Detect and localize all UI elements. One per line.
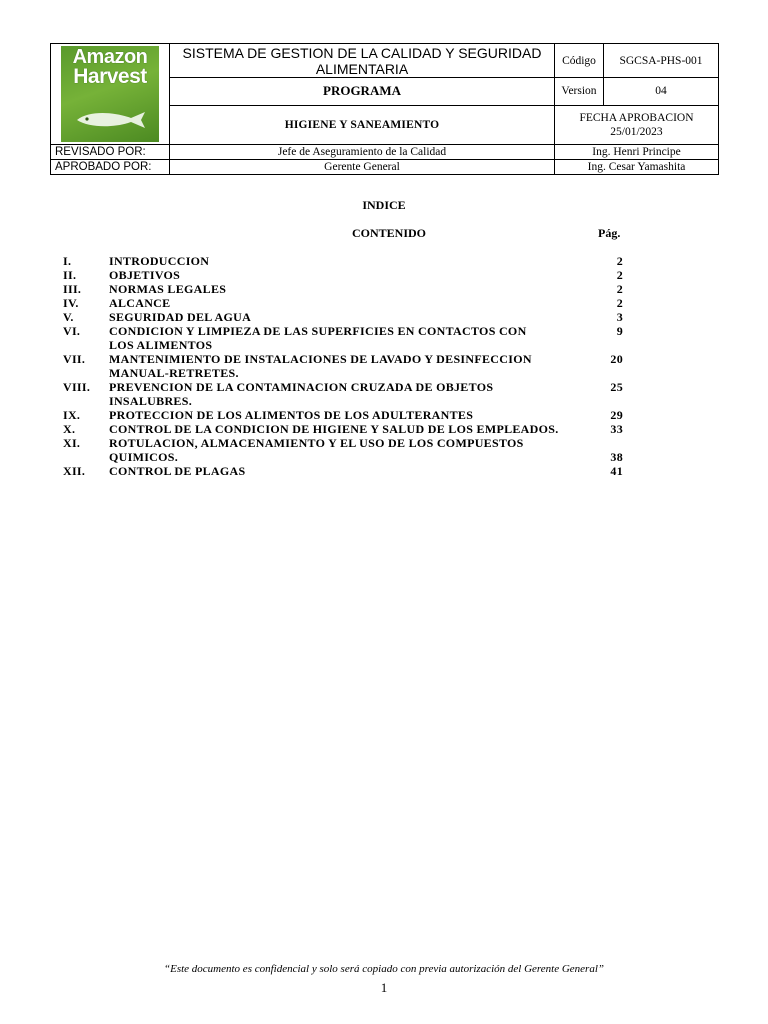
revisado-name: Ing. Henri Principe (555, 145, 719, 160)
toc-item-number: VIII. (63, 380, 91, 394)
toc-item-text: CONTROL DE LA CONDICION DE HIGIENE Y SALUD DE LOS EMPLEADOS. (109, 422, 559, 436)
toc-item-text: NORMAS LEGALES (109, 282, 227, 296)
logo-text-line2: Harvest (73, 65, 147, 88)
toc-item-text: CONDICION Y LIMPIEZA DE LAS SUPERFICIES EN CONTACTOS CON LOS ALIMENTOS (109, 324, 527, 352)
toc-item[interactable] (63, 268, 643, 282)
toc-item-page: 9 (616, 324, 623, 338)
system-title: SISTEMA DE GESTION DE LA CALIDAD Y SEGURIDAD ALIMENTARIA (170, 44, 555, 78)
fecha-label: FECHA APROBACION (579, 111, 694, 124)
document-title: HIGIENE Y SANEAMIENTO (170, 105, 555, 144)
toc-item[interactable] (63, 436, 643, 464)
revisado-role: Jefe de Aseguramiento de la Calidad (170, 145, 555, 160)
toc-item[interactable] (63, 324, 643, 352)
toc-item[interactable] (63, 408, 643, 422)
aprobado-name: Ing. Cesar Yamashita (555, 160, 719, 175)
toc-item-page: 29 (610, 408, 623, 422)
toc-item-number: VII. (63, 352, 86, 366)
toc-item[interactable] (63, 310, 643, 324)
toc-item[interactable] (63, 254, 643, 268)
toc-item-number: IV. (63, 296, 79, 310)
toc-item[interactable] (63, 282, 643, 296)
fecha-aprobacion (555, 105, 719, 144)
page-number: 1 (380, 980, 388, 995)
toc-item-text: PREVENCION DE LA CONTAMINACION CRUZADA DE OBJETOS INSALUBRES. (109, 380, 494, 408)
toc-item[interactable] (63, 464, 643, 478)
toc-item-number: V. (63, 310, 74, 324)
toc-item-number: II. (63, 268, 77, 282)
document-header-table (50, 43, 719, 175)
toc-item-text: ALCANCE (109, 296, 171, 310)
table-of-contents (63, 254, 643, 478)
toc-item-text: ROTULACION, ALMACENAMIENTO Y EL USO DE LOS COMPUESTOS QUIMICOS. (109, 436, 524, 464)
toc-item-text: INTRODUCCION (109, 254, 210, 268)
revisado-label: REVISADO POR: (51, 145, 170, 160)
toc-item-page: 41 (610, 464, 623, 478)
toc-item-page: 2 (616, 268, 623, 282)
logo-cell (51, 44, 170, 145)
toc-item-page: 3 (616, 310, 623, 324)
toc-item-number: VI. (63, 324, 81, 338)
toc-item[interactable] (63, 380, 643, 408)
aprobado-label: APROBADO POR: (51, 160, 170, 175)
version-value: 04 (604, 78, 719, 106)
codigo-label: Código (555, 44, 604, 78)
toc-item[interactable] (63, 296, 643, 310)
toc-item-page: 38 (610, 450, 623, 464)
toc-item-page: 25 (610, 380, 623, 394)
toc-item-text: MANTENIMIENTO DE INSTALACIONES DE LAVADO Y DESINFECCION MANUAL-RETRETES. (109, 352, 532, 380)
page-header: Pág. (598, 226, 621, 240)
toc-item-number: XI. (63, 436, 81, 450)
fish-logo-icon (75, 106, 147, 130)
programa-label: PROGRAMA (170, 78, 555, 106)
toc-item-page: 2 (616, 282, 623, 296)
company-logo (61, 46, 159, 142)
toc-item-page: 20 (610, 352, 623, 366)
toc-item-text: PROTECCION DE LOS ALIMENTOS DE LOS ADULTERANTES (109, 408, 474, 422)
toc-item-number: III. (63, 282, 82, 296)
content-header: CONTENIDO (352, 226, 427, 240)
index-title: INDICE (362, 198, 406, 212)
toc-item-text: CONTROL DE PLAGAS (109, 464, 246, 478)
toc-item-text: OBJETIVOS (109, 268, 181, 282)
toc-item[interactable] (63, 422, 643, 436)
toc-item-page: 2 (616, 254, 623, 268)
version-label: Version (555, 78, 604, 106)
confidentiality-note: “Este documento es confidencial y solo será copiado con previa autorización del Gerente General” (163, 963, 605, 975)
toc-item-number: X. (63, 422, 76, 436)
toc-item-number: XII. (63, 464, 86, 478)
toc-item-text: SEGURIDAD DEL AGUA (109, 310, 252, 324)
logo-text-line1: Amazon (72, 46, 148, 68)
toc-item-number: I. (63, 254, 72, 268)
codigo-value: SGCSA-PHS-001 (604, 44, 719, 78)
toc-item[interactable] (63, 352, 643, 380)
toc-item-page: 2 (616, 296, 623, 310)
toc-item-page: 33 (610, 422, 623, 436)
aprobado-role: Gerente General (170, 160, 555, 175)
toc-item-number: IX. (63, 408, 81, 422)
fecha-value: 25/01/2023 (610, 125, 663, 138)
